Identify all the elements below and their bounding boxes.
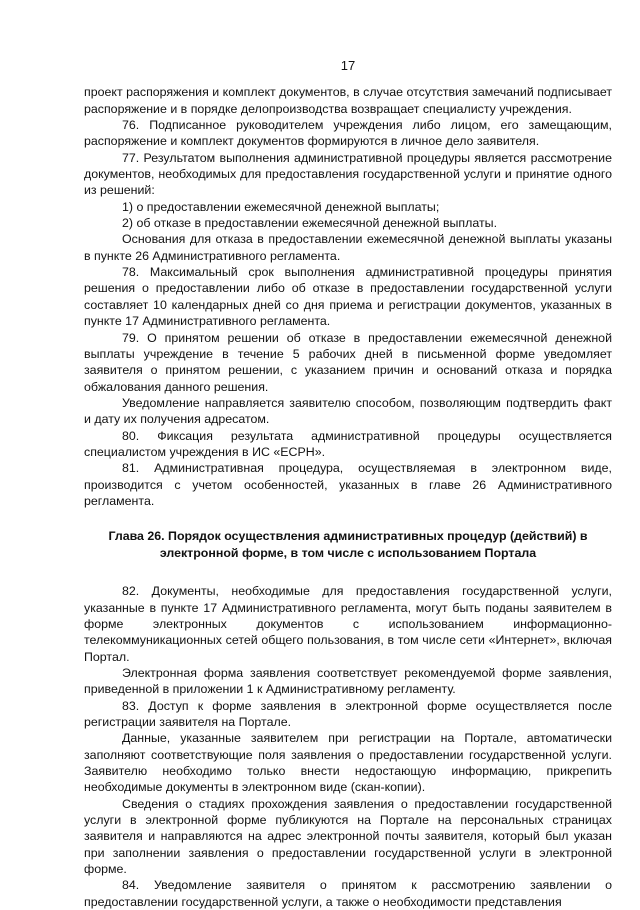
document-page <box>84 58 612 910</box>
paragraph-84: 84. Уведомление заявителя о принятом к рассмотрению заявлении о предоставлении государственной услуги, а также о необходимости представления <box>84 878 612 909</box>
paragraph-80: 80. Фиксация результата административной процедуры осуществляется специалистом учреждения в ИС «ЕСРН». <box>84 428 612 459</box>
paragraph-81: 81. Административная процедура, осуществляемая в электронном виде, производится с учетом особенностей, указанных в главе 26 Административного регламента. <box>84 461 612 508</box>
paragraph-77-option-2: 2) об отказе в предоставлении ежемесячной денежной выплаты. <box>122 216 498 231</box>
paragraph-82: 82. Документы, необходимые для предоставления государственной услуги, указанные в пункте 17 Административного регламента, могут быть поданы заявителем в форме электронных документов с использованием информационно-телекоммуникационных сетей общего пользования, в том числе сети «Интернет», включая Портал. <box>84 584 612 664</box>
section-before-chapter <box>84 84 612 509</box>
paragraph-76: 76. Подписанное руководителем учреждения либо лицом, его замещающим, распоряжение и комплект документов формируются в личное дело заявителя. <box>84 118 612 149</box>
paragraph-82-form: Электронная форма заявления соответствует рекомендуемой форме заявления, приведенной в приложении 1 к Административному регламенту. <box>84 666 612 697</box>
paragraph-77: 77. Результатом выполнения административной процедуры является рассмотрение документов, необходимых для предоставления государственной услуги и принятие одного из решений: <box>84 150 612 198</box>
paragraph-77-option-1: 1) о предоставлении ежемесячной денежной выплаты; <box>122 199 440 214</box>
chapter-26-heading: Глава 26. Порядок осуществления административных процедур (действий) в электронной форме, в том числе с использованием Портала <box>108 529 588 560</box>
paragraph-83-stages: Сведения о стадиях прохождения заявления о предоставлении государственной услуги в электронной форме публикуются на Портале на персональных страницах заявителя и направляются на адрес электронной почты заявителя, который был указан при заполнении заявления о предоставлении государственной услуги в электронной форме. <box>84 796 612 877</box>
paragraph-79: 79. О принятом решении об отказе в предоставлении ежемесячной денежной выплаты учреждение в течение 5 рабочих дней в письменной форме уведомляет заявителя о принятом решении, с указанием причин и оснований отказа и порядка обжалования данного решения. <box>84 330 612 394</box>
paragraph-83-data: Данные, указанные заявителем при регистрации на Портале, автоматически заполняют соответствующие поля заявления о предоставлении государственной услуги. Заявителю необходимо только внести недостающую информацию, прикрепить необходимые документы в электронном виде (скан-копии). <box>84 731 612 795</box>
page-number: 17 <box>340 58 356 73</box>
paragraph-77-grounds: Основания для отказа в предоставлении ежемесячной денежной выплаты указаны в пункте 26 Административного регламента. <box>84 232 612 263</box>
paragraph-83: 83. Доступ к форме заявления в электронной форме осуществляется после регистрации заявителя на Портале. <box>84 698 612 730</box>
paragraph-78: 78. Максимальный срок выполнения административной процедуры принятия решения о предоставлении либо об отказе в предоставлении государственной услуги составляет 10 календарных дней со дня приема и регистрации документов, указанных в пункте 17 Административного регламента. <box>84 265 612 329</box>
paragraph-continuation: проект распоряжения и комплект документов, в случае отсутствия замечаний подписывает распоряжение и в порядке делопроизводства возвращает специалисту учреждения. <box>84 85 612 116</box>
paragraph-79-notice: Уведомление направляется заявителю способом, позволяющим подтвердить факт и дату их получения адресатом. <box>84 395 612 427</box>
section-chapter-26 <box>84 583 612 910</box>
